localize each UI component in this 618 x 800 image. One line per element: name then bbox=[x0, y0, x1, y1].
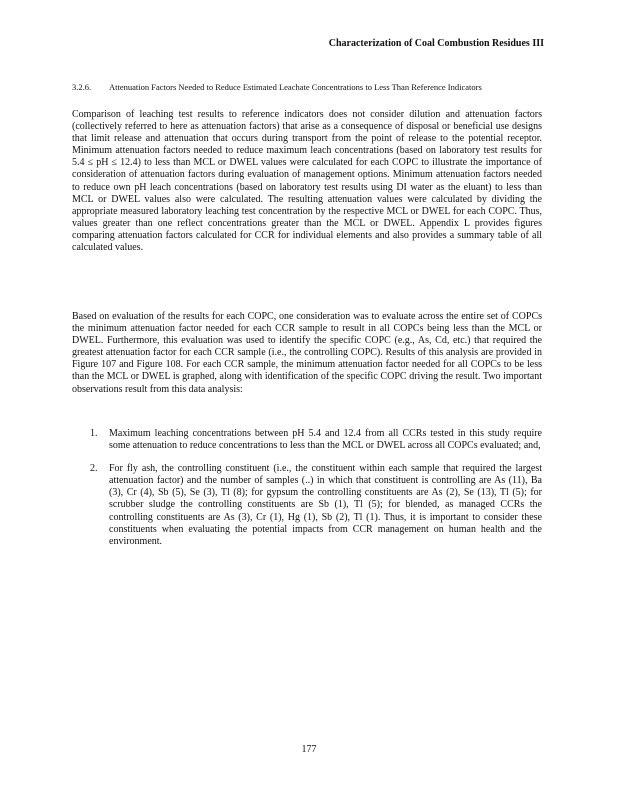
observation-number: 1. bbox=[90, 428, 98, 439]
observation-text: For fly ash, the controlling constituent (i.e., the constituent within each sample that required the largest attenuation factor) and the number of samples (..) in which that constituent is controlling are As (11), Ba (3), Cr (4), Sb (5), Se (3), Tl (8); for gypsum the controlling constituents are As (2), Se (13), Tl (5); for scrubber sludge the controlling constituents are Sb (1), Tl (5); for blended, as managed CCRs the controlling constituents are As (3), Cr (1), Hg (1), Sb (2), Tl (1). Thus, it is important to consider these constituents when evaluating the potential impacts from CCR management on human health and the environment. bbox=[109, 463, 542, 547]
body-paragraph: Based on evaluation of the results for each COPC, one consideration was to evaluate across the entire set of COPCs the minimum attenuation factor needed for each CCR sample to result in all COPCs being less than the MCL or DWEL. Furthermore, this evaluation was used to identify the specific COPC (e.g., As, Cd, etc.) that required the greatest attenuation factor for each CCR sample (i.e., the controlling COPC). Results of this analysis are provided in Figure 107 and Figure 108. For each CCR sample, the minimum attenuation factor needed for all COPCs to be less than the MCL or DWEL is graphed, along with identification of the specific COPC driving the result. Two important observations result from this data analysis: bbox=[72, 311, 542, 395]
section-number: 3.2.6. bbox=[72, 82, 92, 92]
observation-item bbox=[90, 463, 542, 548]
observation-number: 2. bbox=[90, 463, 98, 475]
body-paragraph: Comparison of leaching test results to reference indicators does not consider dilution and attenuation factors (collectively referred to here as attenuation factors) that arise as a consequence of disposal or beneficial use designs that limit release and attenuation that occurs during transport from the point of release to the potential receptor. Minimum attenuation factors needed to reduce maximum leach concentrations (based on laboratory test results for 5.4 ≤ pH ≤ 12.4) to less than MCL or DWEL values were calculated for each COPC to illustrate the importance of consideration of attenuation factors during evaluation of management options. Minimum attenuation factors needed to reduce own pH leach concentrations (based on laboratory test results using DI water as the eluant) to less than MCL or DWEL values also were calculated. The resulting attenuation values were calculated by dividing the appropriate measured laboratory leaching test concentration by the respective MCL or DWEL for each COPC. Thus, values greater than one reflect concentrations greater than the MCL or DWEL. Appendix L provides figures comparing attenuation factors calculated for CCR for individual elements and also provides a summary table of all calculated values. bbox=[72, 109, 542, 254]
section-heading bbox=[72, 82, 542, 93]
section-title: Attenuation Factors Needed to Reduce Estimated Leachate Concentrations to Less Than Reference Indicators bbox=[109, 82, 482, 92]
observation-item bbox=[90, 428, 542, 452]
observation-text: Maximum leaching concentrations between pH 5.4 and 12.4 from all CCRs tested in this study require some attenuation to reduce concentrations to less than the MCL or DWEL across all COPCs evaluated; and, bbox=[109, 428, 542, 452]
page-number: 177 bbox=[301, 744, 317, 755]
running-header: Characterization of Coal Combustion Residues III bbox=[328, 38, 544, 49]
observations-list bbox=[90, 428, 542, 548]
